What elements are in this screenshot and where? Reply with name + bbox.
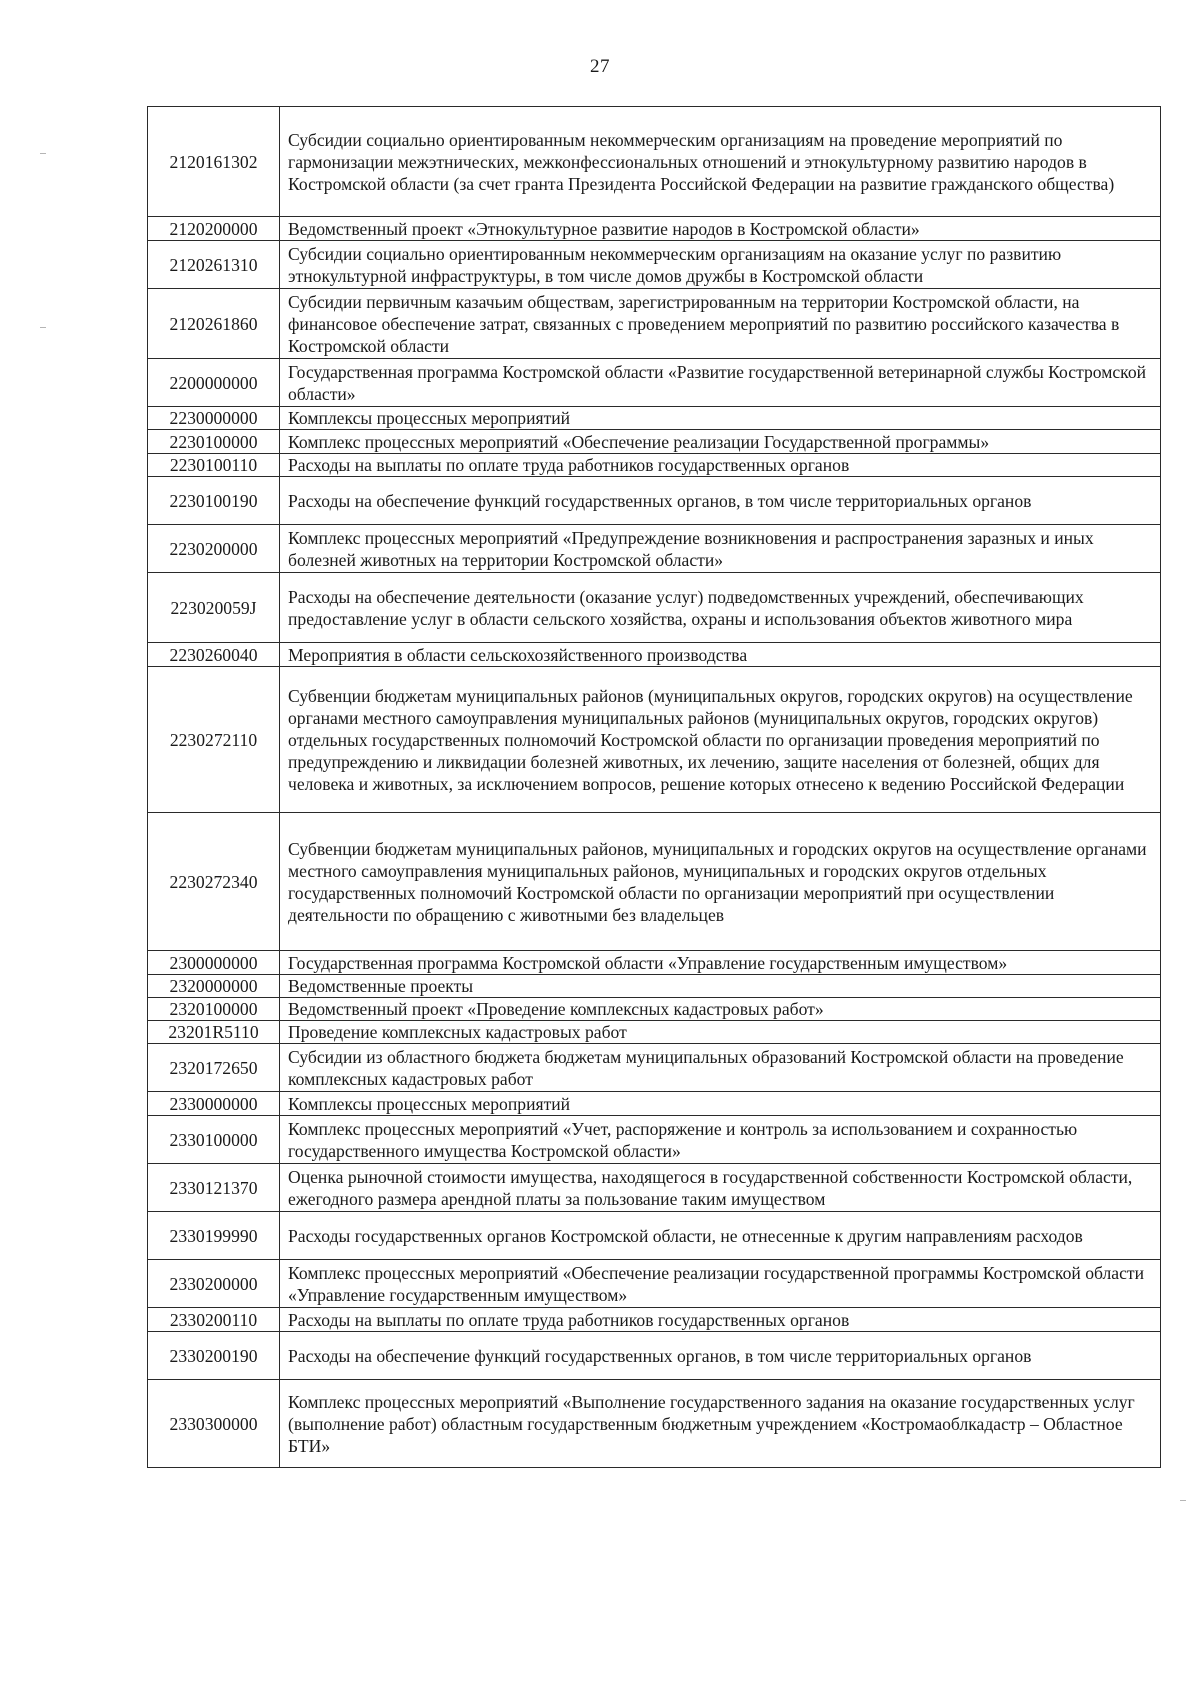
table-row — [148, 667, 1161, 813]
row-code: 2330200190 — [148, 1332, 280, 1380]
table-row — [148, 1116, 1161, 1164]
row-code: 2230272110 — [148, 667, 280, 813]
scan-speck — [40, 327, 46, 328]
row-code: 2120261310 — [148, 241, 280, 289]
table-row — [148, 107, 1161, 217]
row-description: Расходы на обеспечение функций государственных органов, в том числе территориальных органов — [280, 1332, 1161, 1380]
row-description: Комплекс процессных мероприятий «Предупреждение возникновения и распространения заразных и иных болезней животных на территории Костромской области» — [280, 525, 1161, 573]
table-body — [148, 107, 1161, 1468]
table-row — [148, 525, 1161, 573]
row-description: Комплекс процессных мероприятий «Учет, распоряжение и контроль за использованием и сохранностью государственного имущества Костромской области» — [280, 1116, 1161, 1164]
table-row — [148, 454, 1161, 477]
row-code: 2230100190 — [148, 477, 280, 525]
table-row — [148, 813, 1161, 951]
table-row — [148, 407, 1161, 430]
table-row — [148, 217, 1161, 241]
row-description: Комплексы процессных мероприятий — [280, 1092, 1161, 1116]
table-row — [148, 573, 1161, 643]
table-row — [148, 998, 1161, 1021]
row-code: 2200000000 — [148, 359, 280, 407]
table-row — [148, 1308, 1161, 1332]
row-description: Субсидии социально ориентированным некоммерческим организациям на оказание услуг по развитию этнокультурной инфраструктуры, в том числе домов дружбы в Костромской области — [280, 241, 1161, 289]
table-row — [148, 1212, 1161, 1260]
row-description: Ведомственный проект «Проведение комплексных кадастровых работ» — [280, 998, 1161, 1021]
row-description: Государственная программа Костромской области «Развитие государственной ветеринарной службы Костромской области» — [280, 359, 1161, 407]
row-code: 2320172650 — [148, 1044, 280, 1092]
table-row — [148, 430, 1161, 454]
row-description: Субвенции бюджетам муниципальных районов (муниципальных округов, городских округов) на осуществление органами местного самоуправления муниципальных районов (муниципальных округов, городских округов) отдельных государственных полномочий Костромской области по организации проведения мероприятий по предупреждению и ликвидации болезней животных, их лечению, защите населения от болезней, общих для человека и животных, за исключением вопросов, решение которых отнесено к ведению Российской Федерации — [280, 667, 1161, 813]
row-description: Проведение комплексных кадастровых работ — [280, 1021, 1161, 1044]
row-code: 2230100000 — [148, 430, 280, 454]
row-description: Комплексы процессных мероприятий — [280, 407, 1161, 430]
row-description: Ведомственные проекты — [280, 975, 1161, 998]
row-description: Ведомственный проект «Этнокультурное развитие народов в Костромской области» — [280, 217, 1161, 241]
row-description: Расходы на обеспечение функций государственных органов, в том числе территориальных органов — [280, 477, 1161, 525]
table-row — [148, 1380, 1161, 1468]
table-row — [148, 477, 1161, 525]
row-code: 2120200000 — [148, 217, 280, 241]
row-code: 2330199990 — [148, 1212, 280, 1260]
table-row — [148, 1044, 1161, 1092]
table-row — [148, 1092, 1161, 1116]
row-code: 2230000000 — [148, 407, 280, 430]
row-code: 2300000000 — [148, 951, 280, 975]
row-code: 2120261860 — [148, 289, 280, 359]
row-code: 2320100000 — [148, 998, 280, 1021]
row-description: Расходы на выплаты по оплате труда работников государственных органов — [280, 1308, 1161, 1332]
row-code: 23201R5110 — [148, 1021, 280, 1044]
table-row — [148, 1260, 1161, 1308]
row-code: 223020059J — [148, 573, 280, 643]
row-code: 2330121370 — [148, 1164, 280, 1212]
row-description: Комплекс процессных мероприятий «Обеспечение реализации Государственной программы» — [280, 430, 1161, 454]
row-description: Расходы государственных органов Костромской области, не отнесенные к другим направлениям расходов — [280, 1212, 1161, 1260]
row-description: Субсидии из областного бюджета бюджетам муниципальных образований Костромской области на проведение комплексных кадастровых работ — [280, 1044, 1161, 1092]
row-code: 2230260040 — [148, 643, 280, 667]
row-code: 2330000000 — [148, 1092, 280, 1116]
row-code: 2330100000 — [148, 1116, 280, 1164]
table-row — [148, 289, 1161, 359]
table-row — [148, 1164, 1161, 1212]
table-row — [148, 359, 1161, 407]
budget-codes-table — [147, 106, 1161, 1468]
row-description: Оценка рыночной стоимости имущества, находящегося в государственной собственности Костромской области, ежегодного размера арендной платы за пользование таким имуществом — [280, 1164, 1161, 1212]
row-description: Субвенции бюджетам муниципальных районов, муниципальных и городских округов на осуществление органами местного самоуправления муниципальных районов, муниципальных и городских округов отдельных государственных полномочий Костромской области по организации мероприятий при осуществлении деятельности по обращению с животными без владельцев — [280, 813, 1161, 951]
row-code: 2330200110 — [148, 1308, 280, 1332]
row-code: 2230100110 — [148, 454, 280, 477]
row-description: Расходы на обеспечение деятельности (оказание услуг) подведомственных учреждений, обеспечивающих предоставление услуг в области сельского хозяйства, охраны и использования объектов животного мира — [280, 573, 1161, 643]
row-description: Субсидии первичным казачьим обществам, зарегистрированным на территории Костромской области, на финансовое обеспечение затрат, связанных с проведением мероприятий по развитию российского казачества в Костромской области — [280, 289, 1161, 359]
table-row — [148, 975, 1161, 998]
table-row — [148, 1332, 1161, 1380]
table-row — [148, 951, 1161, 975]
row-description: Расходы на выплаты по оплате труда работников государственных органов — [280, 454, 1161, 477]
row-description: Комплекс процессных мероприятий «Выполнение государственного задания на оказание государственных услуг (выполнение работ) областным государственным бюджетным учреждением «Костромаоблкадастр – Областное БТИ» — [280, 1380, 1161, 1468]
row-code: 2120161302 — [148, 107, 280, 217]
row-code: 2230200000 — [148, 525, 280, 573]
table-row — [148, 1021, 1161, 1044]
scan-speck — [40, 153, 46, 154]
row-description: Государственная программа Костромской области «Управление государственным имуществом» — [280, 951, 1161, 975]
row-code: 2230272340 — [148, 813, 280, 951]
table-row — [148, 643, 1161, 667]
page-number: 27 — [590, 56, 610, 77]
row-description: Субсидии социально ориентированным некоммерческим организациям на проведение мероприятий по гармонизации межэтнических, межконфессиональных отношений и этнокультурному развитию народов в Костромской области (за счет гранта Президента Российской Федерации на развитие гражданского общества) — [280, 107, 1161, 217]
row-description: Комплекс процессных мероприятий «Обеспечение реализации государственной программы Костромской области «Управление государственным имуществом» — [280, 1260, 1161, 1308]
row-code: 2330300000 — [148, 1380, 280, 1468]
row-code: 2320000000 — [148, 975, 280, 998]
row-description: Мероприятия в области сельскохозяйственного производства — [280, 643, 1161, 667]
table-row — [148, 241, 1161, 289]
scan-speck — [1180, 1500, 1186, 1501]
row-code: 2330200000 — [148, 1260, 280, 1308]
